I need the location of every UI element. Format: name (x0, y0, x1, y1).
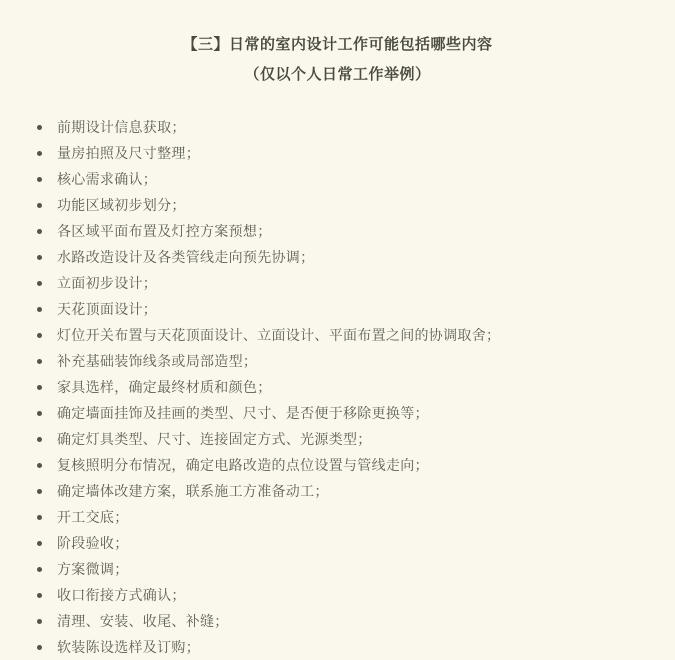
bullet-icon (37, 489, 42, 494)
bullet-icon (37, 541, 42, 546)
list-item-text: 前期设计信息获取； (57, 119, 186, 135)
list-item (37, 400, 655, 426)
list-item-text: 清理、安装、收尾、补缝； (57, 613, 229, 629)
list-item-text: 补充基础装饰线条或局部造型； (57, 353, 258, 369)
list-item (37, 270, 655, 296)
bullet-icon (37, 229, 42, 234)
list-item (37, 322, 655, 348)
list-item-text: 立面初步设计； (57, 275, 158, 291)
list-item-text: 量房拍照及尺寸整理； (57, 145, 200, 161)
list-item-text: 阶段验收； (57, 535, 129, 551)
bullet-icon (37, 151, 42, 156)
work-list (0, 114, 675, 660)
list-item (37, 530, 655, 556)
list-item (37, 426, 655, 452)
list-item (37, 348, 655, 374)
bullet-icon (37, 437, 42, 442)
list-item (37, 296, 655, 322)
list-item-text: 确定墙面挂饰及挂画的类型、尺寸、是否便于移除更换等； (57, 405, 429, 421)
list-item (37, 504, 655, 530)
list-item (37, 634, 655, 660)
bullet-icon (37, 619, 42, 624)
bullet-icon (37, 645, 42, 650)
list-item-text: 功能区域初步划分； (57, 197, 186, 213)
list-item-text: 灯位开关布置与天花顶面设计、立面设计、平面布置之间的协调取舍； (57, 327, 501, 343)
list-item-text: 复核照明分布情况，确定电路改造的点位设置与管线走向； (57, 457, 429, 473)
list-item (37, 114, 655, 140)
page-subtitle: （仅以个人日常工作举例） (244, 66, 431, 83)
list-item (37, 556, 655, 582)
list-item-text: 天花顶面设计； (57, 301, 158, 317)
list-item (37, 608, 655, 634)
list-item-text: 确定墙体改建方案，联系施工方准备动工； (57, 483, 329, 499)
list-item-text: 方案微调； (57, 561, 129, 577)
bullet-icon (37, 385, 42, 390)
list-item (37, 452, 655, 478)
list-item (37, 582, 655, 608)
list-item-text: 开工交底； (57, 509, 129, 525)
bullet-icon (37, 177, 42, 182)
bullet-icon (37, 255, 42, 260)
list-item-text: 水路改造设计及各类管线走向预先协调； (57, 249, 315, 265)
bullet-icon (37, 333, 42, 338)
bullet-icon (37, 411, 42, 416)
list-item-text: 确定灯具类型、尺寸、连接固定方式、光源类型； (57, 431, 372, 447)
bullet-icon (37, 515, 42, 520)
list-item-text: 各区域平面布置及灯控方案预想； (57, 223, 272, 239)
list-item-text: 软装陈设选样及订购； (57, 639, 200, 655)
list-item (37, 478, 655, 504)
bullet-icon (37, 307, 42, 312)
bullet-icon (37, 567, 42, 572)
list-item (37, 166, 655, 192)
list-item-text: 核心需求确认； (57, 171, 158, 187)
bullet-icon (37, 203, 42, 208)
page-title: 【三】日常的室内设计工作可能包括哪些内容 (182, 36, 493, 53)
bullet-icon (37, 359, 42, 364)
bullet-icon (37, 463, 42, 468)
bullet-icon (37, 281, 42, 286)
list-item (37, 192, 655, 218)
list-item (37, 374, 655, 400)
list-item-text: 收口衔接方式确认； (57, 587, 186, 603)
list-item (37, 140, 655, 166)
list-item (37, 218, 655, 244)
list-item (37, 244, 655, 270)
bullet-icon (37, 125, 42, 130)
bullet-icon (37, 593, 42, 598)
list-item-text: 家具选样，确定最终材质和颜色； (57, 379, 272, 395)
